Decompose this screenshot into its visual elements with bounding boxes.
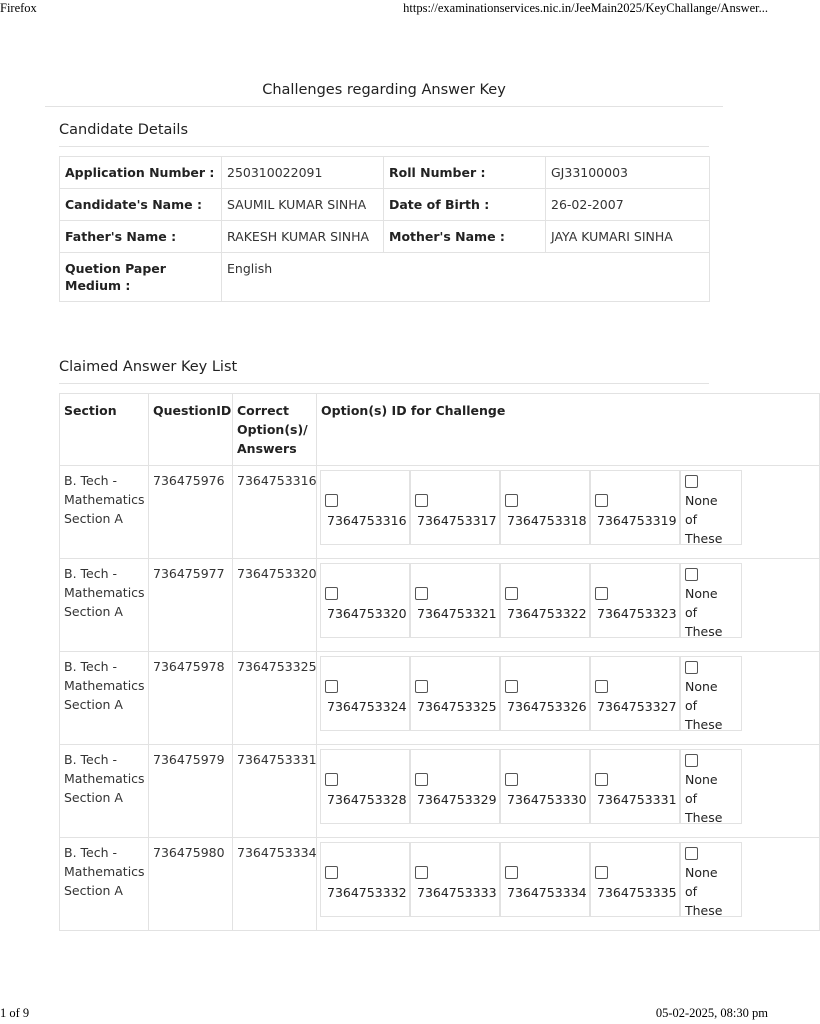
option-cell[interactable]: [590, 749, 680, 824]
none-of-these-checkbox[interactable]: [685, 847, 698, 860]
none-of-these-cell[interactable]: [680, 749, 742, 824]
claims-body: [60, 466, 820, 931]
none-of-these-checkbox[interactable]: [685, 568, 698, 581]
print-timestamp: 05-02-2025, 08:30 pm: [655, 1006, 768, 1020]
row-section: B. Tech - Mathematics Section A: [60, 652, 149, 745]
page-url[interactable]: https://examinationservices.nic.in/JeeMain2025/KeyChallange/Answer...: [403, 1, 768, 15]
paper-medium-value: English: [222, 253, 710, 302]
print-footer: [0, 1006, 768, 1024]
details-row: [60, 253, 710, 302]
option-id: 7364753330: [507, 792, 587, 807]
none-of-these-cell[interactable]: [680, 563, 742, 638]
roll-number-label: Roll Number :: [384, 157, 546, 189]
col-challenge-options: Option(s) ID for Challenge: [317, 394, 820, 466]
option-checkbox[interactable]: [505, 866, 518, 879]
option-checkbox[interactable]: [505, 680, 518, 693]
details-row: [60, 157, 710, 189]
option-id: 7364753335: [597, 885, 677, 900]
row-correct-answer: 7364753334: [233, 838, 317, 931]
option-cell[interactable]: [590, 842, 680, 917]
none-of-these-label: None of These: [685, 493, 723, 546]
option-id: 7364753321: [417, 606, 497, 621]
row-section: B. Tech - Mathematics Section A: [60, 838, 149, 931]
option-checkbox[interactable]: [415, 866, 428, 879]
option-list: [320, 563, 816, 638]
row-challenge-options: [317, 559, 820, 652]
option-checkbox[interactable]: [505, 587, 518, 600]
row-question-id: 736475977: [149, 559, 233, 652]
option-id: 7364753328: [327, 792, 407, 807]
row-correct-answer: 7364753331: [233, 745, 317, 838]
option-cell[interactable]: [320, 656, 410, 731]
none-of-these-label: None of These: [685, 772, 723, 825]
row-challenge-options: [317, 838, 820, 931]
option-checkbox[interactable]: [595, 866, 608, 879]
col-correct-answers: Correct Option(s)/ Answers: [233, 394, 317, 466]
none-of-these-label: None of These: [685, 865, 723, 918]
option-checkbox[interactable]: [325, 866, 338, 879]
option-cell[interactable]: [590, 656, 680, 731]
option-id: 7364753324: [327, 699, 407, 714]
option-id: 7364753326: [507, 699, 587, 714]
details-row: [60, 221, 710, 253]
page-counter: 1 of 9: [0, 1006, 30, 1020]
none-of-these-label: None of These: [685, 586, 723, 639]
option-id: 7364753325: [417, 699, 497, 714]
row-correct-answer: 7364753325: [233, 652, 317, 745]
application-number-label: Application Number :: [60, 157, 222, 189]
option-id: 7364753319: [597, 513, 677, 528]
option-checkbox[interactable]: [325, 494, 338, 507]
option-checkbox[interactable]: [595, 773, 608, 786]
option-cell[interactable]: [320, 842, 410, 917]
browser-name: Firefox: [0, 1, 37, 15]
none-of-these-cell[interactable]: [680, 842, 742, 917]
row-question-id: 736475976: [149, 466, 233, 559]
option-id: 7364753333: [417, 885, 497, 900]
row-correct-answer: 7364753316: [233, 466, 317, 559]
option-cell[interactable]: [410, 656, 500, 731]
table-row: [60, 652, 820, 745]
option-cell[interactable]: [500, 749, 590, 824]
option-cell[interactable]: [410, 842, 500, 917]
option-checkbox[interactable]: [415, 494, 428, 507]
option-list: [320, 656, 816, 731]
option-id: 7364753332: [327, 885, 407, 900]
father-name-label: Father's Name :: [60, 221, 222, 253]
option-cell[interactable]: [320, 563, 410, 638]
date-of-birth-label: Date of Birth :: [384, 189, 546, 221]
option-id: 7364753334: [507, 885, 587, 900]
row-correct-answer: 7364753320: [233, 559, 317, 652]
col-section: Section: [60, 394, 149, 466]
candidate-details-heading: Candidate Details: [59, 122, 189, 138]
table-row: [60, 559, 820, 652]
option-id: 7364753329: [417, 792, 497, 807]
option-cell[interactable]: [500, 470, 590, 545]
option-cell[interactable]: [320, 470, 410, 545]
option-list: [320, 842, 816, 917]
row-challenge-options: [317, 652, 820, 745]
none-of-these-label: None of These: [685, 679, 723, 732]
mother-name-value: JAYA KUMARI SINHA: [546, 221, 710, 253]
none-of-these-checkbox[interactable]: [685, 661, 698, 674]
option-cell[interactable]: [410, 470, 500, 545]
none-of-these-cell[interactable]: [680, 656, 742, 731]
option-checkbox[interactable]: [415, 773, 428, 786]
option-checkbox[interactable]: [325, 773, 338, 786]
option-checkbox[interactable]: [595, 587, 608, 600]
roll-number-value: GJ33100003: [546, 157, 710, 189]
option-list: [320, 470, 816, 545]
date-of-birth-value: 26-02-2007: [546, 189, 710, 221]
row-question-id: 736475978: [149, 652, 233, 745]
option-cell[interactable]: [500, 656, 590, 731]
row-section: B. Tech - Mathematics Section A: [60, 745, 149, 838]
option-id: 7364753318: [507, 513, 587, 528]
option-checkbox[interactable]: [505, 494, 518, 507]
claims-table: [59, 393, 820, 931]
option-cell[interactable]: [500, 842, 590, 917]
table-row: [60, 745, 820, 838]
father-name-value: RAKESH KUMAR SINHA: [222, 221, 384, 253]
candidate-name-value: SAUMIL KUMAR SINHA: [222, 189, 384, 221]
option-cell[interactable]: [410, 563, 500, 638]
claimed-list-divider: [59, 383, 709, 384]
row-section: B. Tech - Mathematics Section A: [60, 466, 149, 559]
candidate-details-divider: [59, 146, 709, 147]
option-list: [320, 749, 816, 824]
option-id: 7364753323: [597, 606, 677, 621]
option-id: 7364753327: [597, 699, 677, 714]
option-checkbox[interactable]: [415, 587, 428, 600]
option-checkbox[interactable]: [595, 680, 608, 693]
table-row: [60, 838, 820, 931]
details-row: [60, 189, 710, 221]
option-cell[interactable]: [500, 563, 590, 638]
claims-table-scroll[interactable]: [59, 393, 723, 933]
application-number-value: 250310022091: [222, 157, 384, 189]
print-header: [0, 0, 768, 16]
none-of-these-cell[interactable]: [680, 470, 742, 545]
option-checkbox[interactable]: [415, 680, 428, 693]
none-of-these-checkbox[interactable]: [685, 754, 698, 767]
row-section: B. Tech - Mathematics Section A: [60, 559, 149, 652]
row-challenge-options: [317, 745, 820, 838]
option-id: 7364753322: [507, 606, 587, 621]
claimed-list-heading: Claimed Answer Key List: [59, 359, 238, 375]
paper-medium-label: Quetion Paper Medium :: [60, 253, 222, 302]
row-question-id: 736475980: [149, 838, 233, 931]
claims-header-row: [60, 394, 820, 466]
option-cell[interactable]: [590, 563, 680, 638]
candidate-name-label: Candidate's Name :: [60, 189, 222, 221]
option-cell[interactable]: [320, 749, 410, 824]
page-title: Challenges regarding Answer Key: [262, 82, 506, 98]
option-id: 7364753316: [327, 513, 407, 528]
row-challenge-options: [317, 466, 820, 559]
none-of-these-checkbox[interactable]: [685, 475, 698, 488]
option-id: 7364753320: [327, 606, 407, 621]
candidate-details-table: [59, 156, 710, 302]
option-checkbox[interactable]: [505, 773, 518, 786]
col-question-id: QuestionID: [149, 394, 233, 466]
table-row: [60, 466, 820, 559]
mother-name-label: Mother's Name :: [384, 221, 546, 253]
option-cell[interactable]: [410, 749, 500, 824]
option-id: 7364753331: [597, 792, 677, 807]
option-id: 7364753317: [417, 513, 497, 528]
option-checkbox[interactable]: [595, 494, 608, 507]
option-checkbox[interactable]: [325, 587, 338, 600]
option-checkbox[interactable]: [325, 680, 338, 693]
row-question-id: 736475979: [149, 745, 233, 838]
option-cell[interactable]: [590, 470, 680, 545]
title-divider: [45, 106, 723, 107]
